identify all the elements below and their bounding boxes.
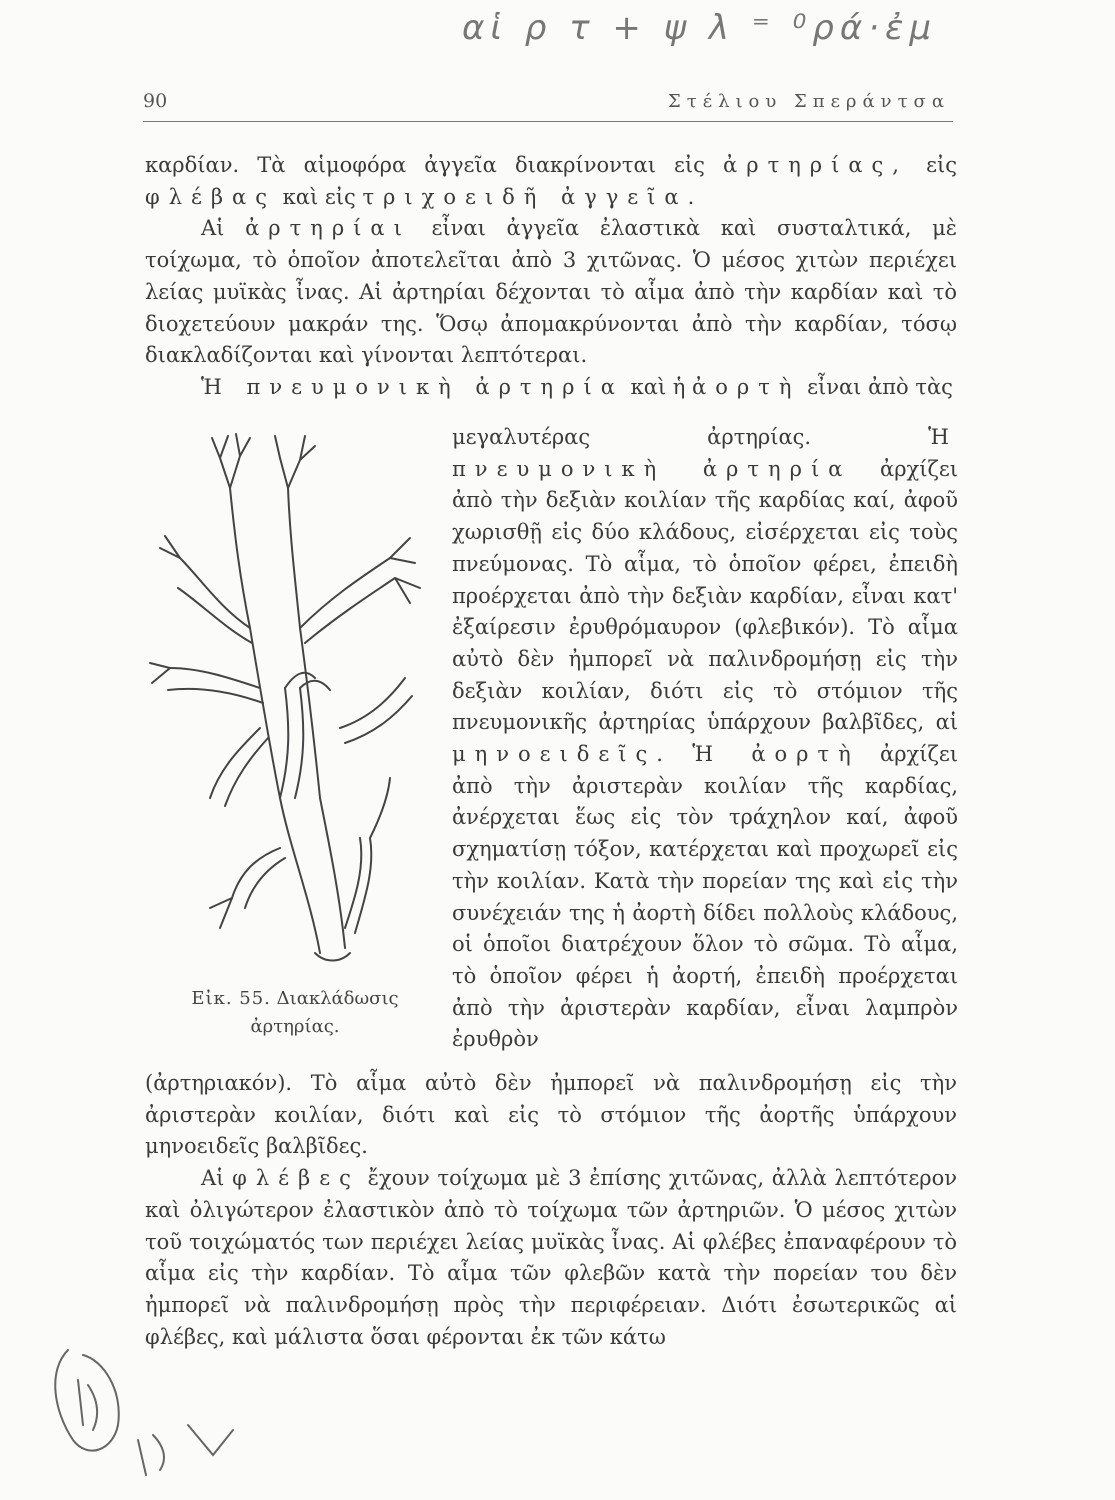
paragraph-5 [145, 1163, 957, 1353]
main-trunk-left [230, 488, 320, 953]
paragraph-4 [145, 1068, 957, 1163]
text-run: Αἱ [201, 216, 246, 241]
spaced-term: φλέβας [145, 184, 276, 209]
spaced-term: ἀρτηρίαι [245, 216, 411, 241]
caption-label: Εἰκ. 55. [191, 988, 271, 1009]
spaced-term: ἀρτηρίας, [723, 153, 908, 177]
artery-branching-illustration [140, 428, 430, 988]
bottom-text [145, 1068, 957, 1353]
caption-title: Διακλάδωσις ἀρτηρίας. [250, 988, 399, 1037]
spaced-term: φλέβες [232, 1166, 360, 1191]
text-run: Αἱ [201, 1166, 233, 1191]
header-rule [143, 121, 953, 122]
spaced-term: μηνοειδεῖς. [452, 742, 672, 767]
text-run: (ἀρτηριακόν). Τὸ αἷμα αὐτὸ δὲν ἠμπορεῖ νὰ παλινδρομήσῃ εἰς τὴν ἀριστερὰν κοιλίαν, διότι καὶ εἰς τὸ στόμιον τῆς ἀορτῆς ὑπάρχουν μηνοειδεῖς βαλβῖδες. [145, 1071, 957, 1159]
column-text [452, 422, 958, 1056]
text-run: εἶναι ἀγγεῖα ἐλαστικὰ καὶ συσταλτικά, μὲ τοίχωμα, τὸ ὁποῖον ἀποτελεῖται ἀπὸ 3 χιτῶνας. Ὁ μέσος χιτὼν περιέχει λείας μυϊκὰς ἶνας. Αἱ ἀρτηρίαι δέχονται τὸ αἷμα ἀπὸ τὴν καρδίαν καὶ τὸ διοχετεύουν μακράν της. Ὅσῳ ἀπομακρύνονται ἀπὸ τὴν καρδίαν, τόσῳ διακλαδίζονται καὶ γίνονται λεπτότεραι. [145, 216, 958, 368]
text-run: μεγαλυτέρας ἀρτηρίας. [452, 425, 929, 449]
running-head: Στέλιου Σπεράντσα [668, 91, 950, 112]
text-run [672, 742, 692, 766]
top-text [145, 150, 957, 404]
text-run: καρδίαν. Τὰ αἱμοφόρα ἀγγεῖα διακρίνονται εἰς [145, 153, 724, 177]
text-run: καὶ εἰς [275, 184, 363, 209]
text-run: ἀρχίζει ἀπὸ τὴν ἀριστερὰν κοιλίαν τῆς καρδίας, ἀνέρχεται ἕως εἰς τὸν τράχηλον καί, ἀφοῦ σχηματίσῃ τόξον, κατέρχεται καὶ προχωρεῖ εἰς τὴν κοιλίαν. Κατὰ τὴν πορείαν της καὶ εἰς τὴν συνέχειάν της ἡ ἀορτὴ δίδει πολλοὺς κλάδους, οἱ ὁποῖοι διατρέχουν ὅλον τὸ σῶμα. Τὸ αἷμα, τὸ ὁποῖον φέρει ἡ ἀορτή, ἐπειδὴ προέρχεται ἀπὸ τὴν ἀριστερὰν καρδίαν, εἶναι λαμπρὸν ἐρυθρὸν [452, 742, 958, 1052]
spaced-term: Ἡ πνευμονικὴ ἀρτηρία [201, 374, 624, 399]
spaced-term: ἀορτὴ [692, 374, 801, 399]
text-run: εἰς [907, 153, 957, 177]
text-run: ἀρχίζει ἀπὸ τὴν δεξιὰν κοιλίαν τῆς καρδίας καί, ἀφοῦ χωρισθῇ εἰς δύο κλάδους, εἰσέρχεται εἰς τοὺς πνεύμονας. Τὸ αἷμα, τὸ ὁποῖον φέρει, ἐπειδὴ προέρχεται ἀπὸ τὴν δεξιὰν καρδίαν, εἶναι κατ' ἐξαίρεσιν ἐρυθρόμαυρον (φλεβικόν). Τὸ αἷμα αὐτὸ δὲν ἠμπορεῖ νὰ παλινδρομήσῃ εἰς τὴν δεξιὰν κοιλίαν, διότι εἰς τὸ στόμιον τῆς πνευμονικῆς ἀρτηρίας ὑπάρχουν βαλβῖδες, αἱ [452, 456, 958, 735]
spaced-term: Ἡ πνευμονικὴ ἀρτηρία [452, 425, 958, 481]
text-run: ἔχουν τοίχωμα μὲ 3 ἐπίσης χιτῶνας, ἀλλὰ λεπτότερον καὶ ὀλιγώτερον ἐλαστικὸν ἀπὸ τὸ τοίχωμα τῶν ἀρτηριῶν. Ὁ μέσος χιτὼν τοῦ τοιχώματός των περιέχει λείας μυϊκὰς ἶνας. Αἱ φλέβες ἐπαναφέρουν τὸ αἷμα εἰς τὴν καρδίαν. Τὸ αἷμα τῶν φλεβῶν κατὰ τὴν πορείαν του δὲν ἠμπορεῖ νὰ παλινδρομήσῃ πρὸς τὴν περιφέρειαν. Διότι ἐσωτερικῶς αἱ φλέβες, καὶ μάλιστα ὅσαι φέρονται ἐκ τῶν κάτω [145, 1166, 958, 1349]
text-run: καὶ ἡ [623, 374, 693, 399]
page-number: 90 [143, 90, 168, 112]
paragraph-2 [145, 213, 957, 372]
paragraph-1 [145, 150, 957, 213]
spaced-term: τριχοειδῆ ἀγγεῖα. [362, 184, 704, 209]
handwritten-note: αἱ ρ τ + ψ λ ⁼ ⁰ρά·ἐμ [462, 8, 938, 48]
main-trunk-right [288, 488, 345, 948]
spaced-term: Ἡ ἀορτὴ [692, 742, 860, 767]
margin-scribble [28, 1330, 248, 1490]
figure-caption [160, 985, 430, 1041]
text-run: εἶναι ἀπὸ τὰς [800, 374, 953, 399]
paragraph-3 [145, 372, 957, 404]
